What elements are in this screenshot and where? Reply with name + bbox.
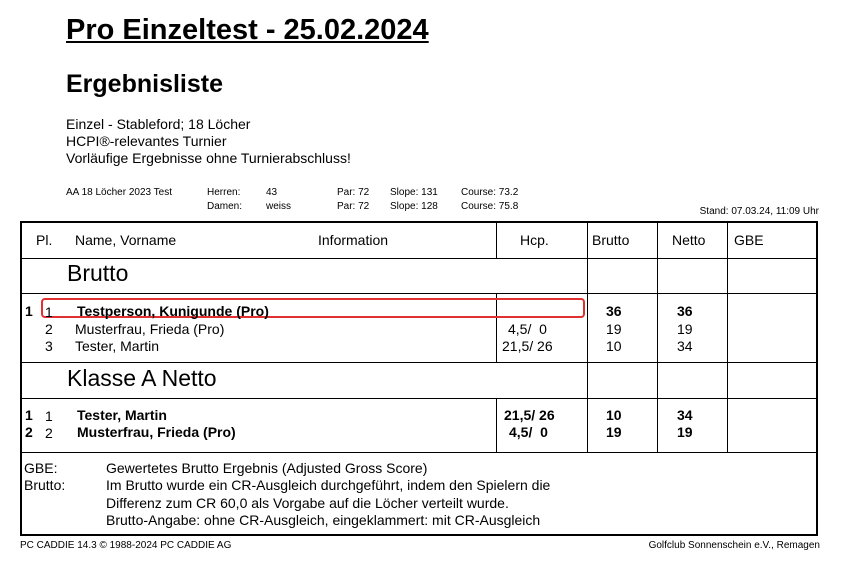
course-tee: weiss [266, 201, 292, 212]
row-rank: 1 [25, 303, 33, 319]
course-par: Par: 72 [337, 187, 370, 198]
handicap: 21,5/ 26 [504, 407, 555, 423]
page-title: Pro Einzeltest - 25.02.2024 [66, 14, 429, 46]
course-name: AA 18 Löcher 2023 Test [66, 187, 173, 198]
handicap: 21,5/ 26 [502, 338, 553, 354]
player-name: Musterfrau, Frieda (Pro) [75, 321, 225, 337]
tournament-hcpi-note: HCPI®-relevantes Turnier [66, 133, 227, 149]
row-divider [22, 293, 816, 294]
course-slope: Slope: 131 [390, 187, 438, 198]
course-rating: Course: 75.8 [461, 201, 519, 212]
player-name: Tester, Martin [75, 338, 160, 354]
row-position: 3 [45, 338, 53, 354]
note-brutto-line: Differenz zum CR 60,0 als Vorgabe auf die Löcher verteilt wurde. [106, 495, 509, 511]
course-par: Par: 72 [337, 201, 370, 212]
tournament-format: Einzel - Stableford; 18 Löcher [66, 116, 251, 132]
row-position: 2 [45, 425, 53, 441]
note-brutto-line: Im Brutto wurde ein CR-Ausgleich durchgeführt, indem den Spielern die [106, 477, 551, 493]
tournament-status-note: Vorläufige Ergebnisse ohne Turnierabschluss! [66, 150, 351, 166]
header-information: Information [318, 232, 389, 248]
handicap: 4,5/ 0 [509, 424, 548, 440]
row-position: 2 [45, 321, 53, 337]
player-name: Testperson, Kunigunde (Pro) [77, 303, 269, 319]
brutto-score: 19 [606, 424, 622, 440]
course-slope: Slope: 128 [390, 201, 438, 212]
netto-score: 36 [677, 303, 693, 319]
netto-score: 34 [677, 338, 693, 354]
brutto-score: 10 [606, 338, 622, 354]
netto-score: 19 [677, 321, 693, 337]
col-divider [496, 223, 497, 258]
row-position: 1 [45, 408, 53, 424]
header-name: Name, Vorname [75, 232, 177, 248]
header-gbe: GBE [734, 232, 764, 248]
row-rank: 1 [25, 407, 33, 423]
row-divider [22, 362, 816, 363]
footer-copyright: PC CADDIE 14.3 © 1988-2024 PC CADDIE AG [20, 540, 232, 551]
row-position: 1 [45, 304, 53, 320]
brutto-score: 36 [606, 303, 622, 319]
row-divider [22, 258, 816, 259]
brutto-score: 10 [606, 407, 622, 423]
player-name: Tester, Martin [77, 407, 167, 423]
row-rank: 2 [25, 424, 33, 440]
brutto-score: 19 [606, 321, 622, 337]
section-title: Klasse A Netto [67, 365, 217, 391]
header-netto: Netto [672, 232, 706, 248]
results-table [20, 221, 818, 536]
timestamp: Stand: 07.03.24, 11:09 Uhr [699, 206, 819, 217]
footer-club: Golfclub Sonnenschein e.V., Remagen [648, 540, 820, 551]
page-subtitle: Ergebnisliste [66, 70, 223, 98]
course-rating: Course: 73.2 [461, 187, 519, 198]
row-divider [22, 398, 816, 399]
section-title: Brutto [67, 260, 129, 286]
header-pl: Pl. [36, 232, 53, 248]
note-gbe-text: Gewertetes Brutto Ergebnis (Adjusted Gross Score) [106, 460, 428, 476]
handicap: 4,5/ 0 [508, 321, 547, 337]
netto-score: 34 [677, 407, 693, 423]
header-hcp: Hcp. [520, 232, 549, 248]
header-brutto: Brutto [592, 232, 630, 248]
row-divider [22, 452, 816, 453]
netto-score: 19 [677, 424, 693, 440]
note-brutto-line: Brutto-Angabe: ohne CR-Ausgleich, eingeklammert: mit CR-Ausgleich [106, 512, 541, 528]
player-name: Musterfrau, Frieda (Pro) [77, 424, 236, 440]
note-gbe-label: GBE: [24, 460, 58, 476]
course-gender: Herren: [207, 187, 241, 198]
note-brutto-label: Brutto: [24, 477, 66, 493]
col-divider [496, 398, 497, 452]
course-gender: Damen: [207, 201, 243, 212]
course-tee: 43 [266, 187, 278, 198]
